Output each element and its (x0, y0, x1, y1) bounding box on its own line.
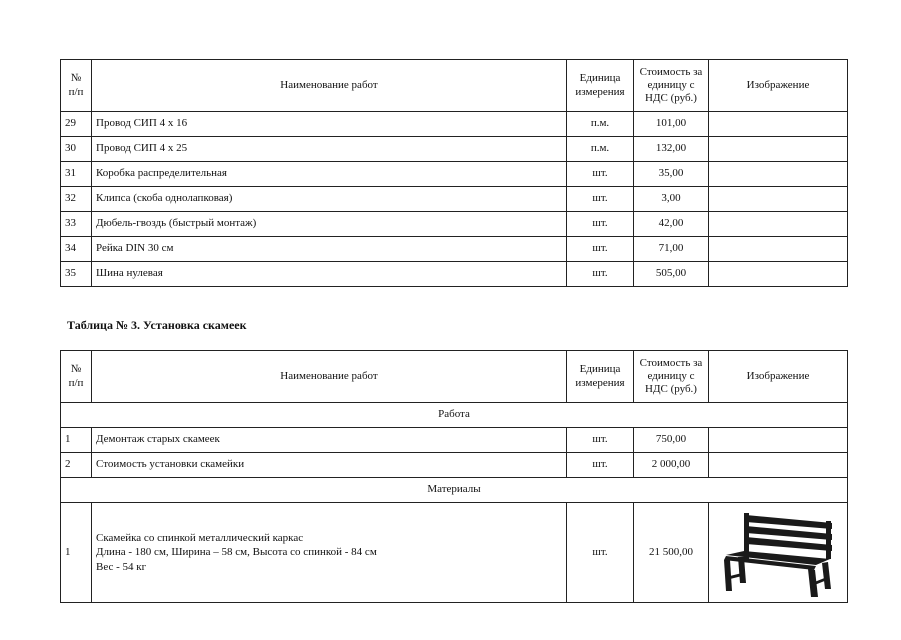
row-price: 3,00 (634, 187, 709, 212)
row-name: Провод СИП 4 х 25 (92, 137, 567, 162)
row-unit: шт. (567, 262, 634, 287)
section-materials-label: Материалы (61, 478, 848, 503)
header-num (61, 60, 92, 112)
table-row (61, 162, 848, 187)
row-price: 35,00 (634, 162, 709, 187)
row-image (709, 162, 848, 187)
row-unit: п.м. (567, 112, 634, 137)
row-price: 42,00 (634, 212, 709, 237)
table-row (61, 212, 848, 237)
section-row-work (61, 403, 848, 428)
row-unit: шт. (567, 453, 634, 478)
row-num: 29 (61, 112, 92, 137)
row-image (709, 503, 848, 603)
header-price: Стоимость за единицу с НДС (руб.) (634, 351, 709, 403)
row-price: 2 000,00 (634, 453, 709, 478)
row-name: Демонтаж старых скамеек (92, 428, 567, 453)
row-unit: шт. (567, 187, 634, 212)
row-name: Провод СИП 4 х 16 (92, 112, 567, 137)
row-price: 21 500,00 (634, 503, 709, 603)
bench-name-line3: Вес - 54 кг (96, 560, 147, 573)
row-name: Клипса (скоба однолапковая) (92, 187, 567, 212)
header-num-label: № п/п (68, 363, 84, 389)
table-header-row (61, 351, 848, 403)
row-name: Стоимость установки скамейки (92, 453, 567, 478)
header-name: Наименование работ (92, 60, 567, 112)
section-work-label: Работа (61, 403, 848, 428)
row-unit: шт. (567, 237, 634, 262)
header-num (61, 351, 92, 403)
header-image: Изображение (709, 351, 848, 403)
bench-name-line2: Длина - 180 см, Ширина – 58 см, Высота со спинкой - 84 см (96, 546, 377, 559)
table-row (61, 503, 848, 603)
row-image (709, 187, 848, 212)
row-name (92, 503, 567, 603)
row-image (709, 428, 848, 453)
bench-icon (720, 507, 836, 599)
row-name: Рейка DIN 30 см (92, 237, 567, 262)
header-unit: Единица измерения (567, 351, 634, 403)
table-row (61, 262, 848, 287)
table-header-row (61, 60, 848, 112)
row-num: 32 (61, 187, 92, 212)
row-image (709, 453, 848, 478)
row-num: 30 (61, 137, 92, 162)
row-num: 33 (61, 212, 92, 237)
row-image (709, 212, 848, 237)
bench-name-line1: Скамейка со спинкой металлический каркас (96, 532, 304, 545)
table-row (61, 187, 848, 212)
row-price: 750,00 (634, 428, 709, 453)
table-row (61, 453, 848, 478)
header-num-label: № п/п (68, 72, 84, 98)
header-price: Стоимость за единицу с НДС (руб.) (634, 60, 709, 112)
row-image (709, 137, 848, 162)
row-unit: п.м. (567, 137, 634, 162)
row-num: 31 (61, 162, 92, 187)
row-image (709, 237, 848, 262)
row-price: 71,00 (634, 237, 709, 262)
section-row-materials (61, 478, 848, 503)
row-num: 1 (61, 428, 92, 453)
row-price: 132,00 (634, 137, 709, 162)
row-image (709, 262, 848, 287)
row-unit: шт. (567, 428, 634, 453)
header-unit: Единица измерения (567, 60, 634, 112)
row-unit: шт. (567, 212, 634, 237)
row-name: Шина нулевая (92, 262, 567, 287)
row-unit: шт. (567, 162, 634, 187)
table-row (61, 137, 848, 162)
header-name: Наименование работ (92, 351, 567, 403)
materials-table-continued (60, 59, 848, 287)
row-name: Коробка распределительная (92, 162, 567, 187)
bench-installation-table (60, 350, 848, 603)
table-row (61, 112, 848, 137)
row-price: 505,00 (634, 262, 709, 287)
row-unit: шт. (567, 503, 634, 603)
row-image (709, 112, 848, 137)
table-row (61, 428, 848, 453)
row-price: 101,00 (634, 112, 709, 137)
header-image: Изображение (709, 60, 848, 112)
table-row (61, 237, 848, 262)
row-name: Дюбель-гвоздь (быстрый монтаж) (92, 212, 567, 237)
row-num: 34 (61, 237, 92, 262)
row-num: 2 (61, 453, 92, 478)
row-num: 35 (61, 262, 92, 287)
table3-title: Таблица № 3. Установка скамеек (67, 318, 247, 332)
row-num: 1 (61, 503, 92, 603)
